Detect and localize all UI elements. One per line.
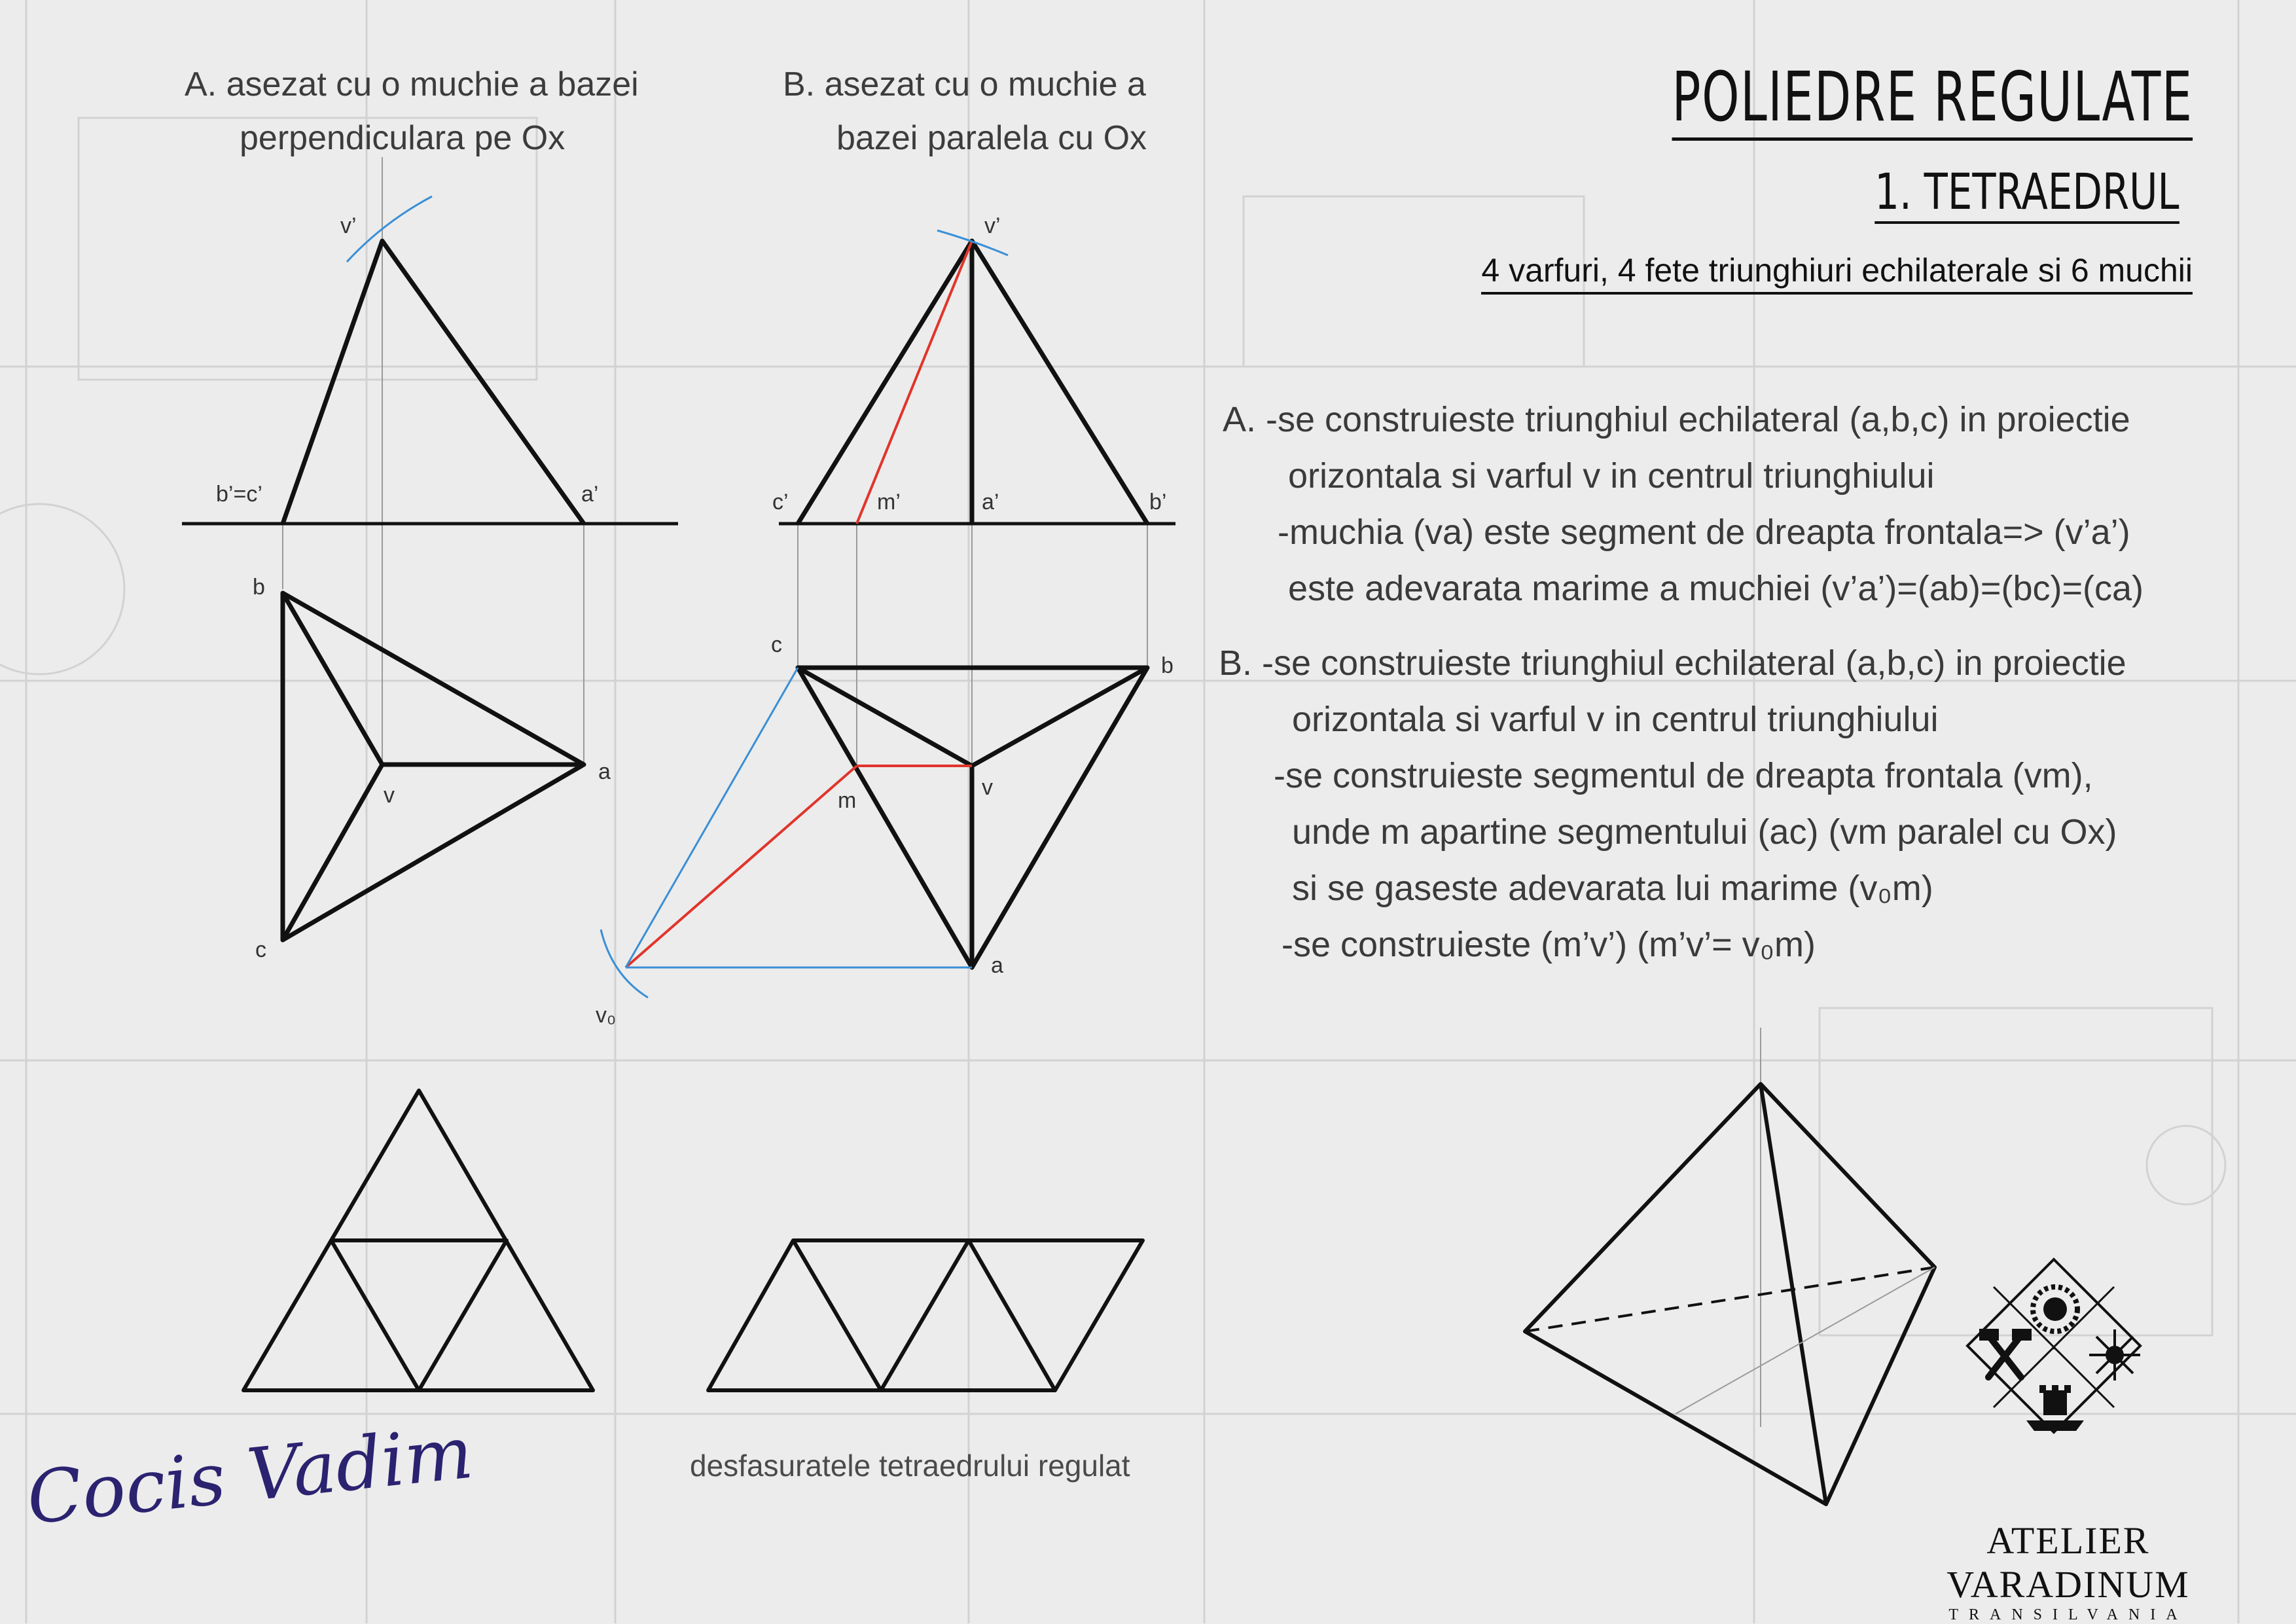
drawing-a-front-view: [182, 196, 678, 524]
label-a-b: b: [253, 575, 265, 600]
label-b-c: c: [771, 632, 782, 657]
label-a-v: v: [384, 783, 395, 808]
label-a-a-prime: a’: [581, 482, 599, 507]
text-b-line-5: si se gaseste adevarata lui marime (v₀m): [1292, 869, 1933, 908]
logo-castle-icon: [2026, 1385, 2084, 1431]
label-b-a: a: [991, 953, 1003, 978]
caption-a-line-1: A. asezat cu o muchie a bazei: [185, 65, 639, 103]
brand: [1878, 1519, 2258, 1624]
text-b-line-6: -se construieste (m’v’) (m’v’= v₀m): [1282, 925, 1816, 964]
brand-name: ATELIER VARADINUM: [1946, 1519, 2190, 1606]
drawing-b-front-view: [779, 230, 1175, 524]
text-b-line-3: -se construieste segmentul de dreapta frontala (vm),: [1274, 756, 2093, 795]
label-a-bc-prime: b’=c’: [216, 482, 262, 507]
net-strip: [708, 1240, 1143, 1390]
label-a-c: c: [255, 937, 266, 962]
tagline: 4 varfuri, 4 fete triunghiuri echilaterale si 6 muchii: [1481, 249, 2193, 295]
logo-sun-icon: [2089, 1329, 2140, 1380]
label-b-v: v: [982, 775, 993, 800]
text-b-line-4: unde m apartine segmentului (ac) (vm paralel cu Ox): [1292, 812, 2117, 852]
label-b-m-prime: m’: [877, 490, 901, 514]
label-b-b-prime: b’: [1149, 490, 1167, 514]
text-a-line-2: orizontala si varful v in centrul triunghiului: [1288, 456, 1935, 496]
caption-b-line-1: B. asezat cu o muchie a: [783, 65, 1146, 103]
caption-a-line-2: perpendiculara pe Ox: [240, 119, 565, 157]
brand-sub: TRANSILVANIA: [1948, 1606, 2188, 1623]
logo-lion-icon: [2033, 1287, 2077, 1331]
drawing-a-top-view: [283, 593, 584, 940]
label-a-v-prime: v’: [340, 213, 357, 238]
label-b-b: b: [1161, 653, 1174, 678]
label-b-a-prime: a’: [982, 490, 999, 514]
drawing-b-top-view: [601, 668, 1147, 998]
nets-caption: desfasuratele tetraedrului regulat: [690, 1449, 1130, 1483]
net-triangle: [243, 1091, 593, 1390]
label-b-m: m: [838, 788, 857, 813]
caption-b-line-2: bazei paralela cu Ox: [836, 119, 1147, 157]
text-a-line-1: A. -se construieste triunghiul echilateral (a,b,c) in proiectie: [1223, 400, 2130, 439]
tetrahedron-3d: [1525, 1084, 1935, 1504]
label-b-v-prime: v’: [984, 213, 1001, 238]
page-title: POLIEDRE REGULATE: [1672, 58, 2193, 141]
text-b-line-2: orizontala si varful v in centrul triunghiului: [1292, 700, 1939, 739]
label-b-c-prime: c’: [772, 490, 789, 514]
page-subtitle: 1. TETRAEDRUL: [1875, 162, 2179, 224]
label-b-v0: v₀: [596, 1003, 617, 1028]
label-a-a: a: [598, 759, 611, 784]
logo-hammers-icon: [1979, 1329, 2032, 1377]
text-a-line-3: -muchia (va) este segment de dreapta frontala=> (v’a’): [1278, 513, 2130, 552]
text-b-line-1: B. -se construieste triunghiul echilateral (a,b,c) in proiectie: [1219, 643, 2126, 683]
signature: Cocis Vadim: [23, 1410, 477, 1541]
text-a-line-4: este adevarata marime a muchiei (v’a’)=(ab)=(bc)=(ca): [1288, 569, 2144, 608]
